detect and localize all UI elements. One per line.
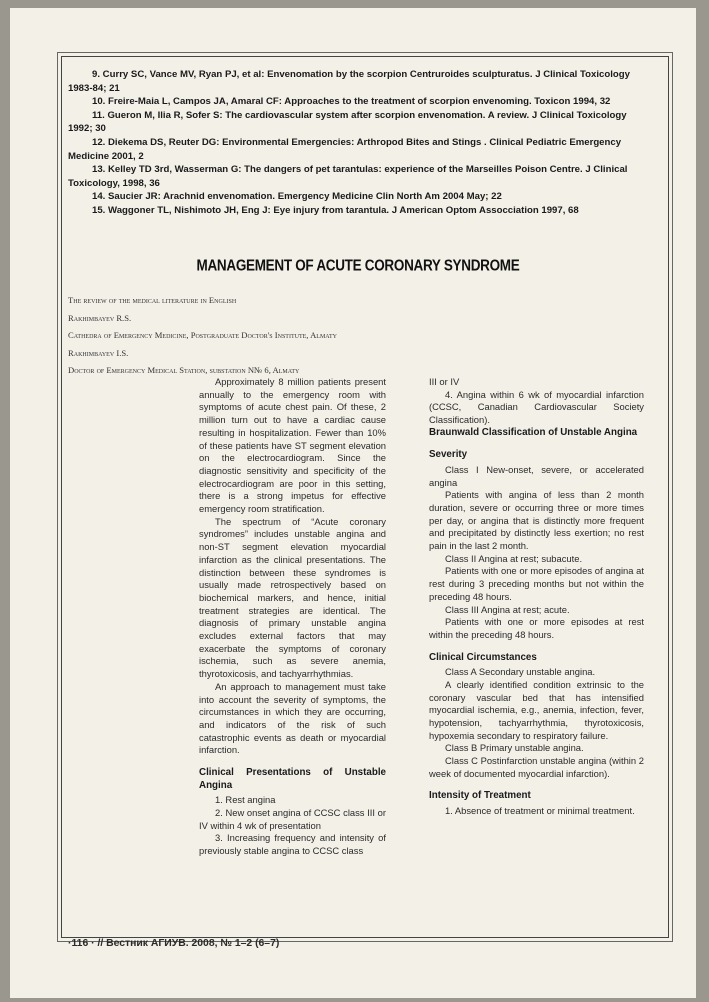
list-item: 1. Rest angina [215, 794, 276, 806]
author-affiliation: Doctor of Emergency Medical Station, substation N№ 6, Almaty [68, 365, 300, 375]
reference-item: 13. Kelley TD 3rd, Wasserman G: The dangers of pet tarantulas: experience of the Marseilles Poison Centre. J Clinical Toxicology, 1998, 36 [68, 164, 628, 189]
body-paragraph: The spectrum of “Acute coronary syndromes” includes unstable angina and non-ST segment elevation myocardial infarction as the clinical presentations. The distinction between these syndromes is usually made retrospectively based on biochemical markers, and hence, initial treatment strategies are identical. The diagnosis of primary unstable angina excludes external factors that may exacerbate the symptoms of coronary ischemia, such as severe anemia, thyrotoxicosis, and tachyarrhythmias. [199, 515, 386, 680]
article-title: MANAGEMENT OF ACUTE CORONARY SYNDROME [196, 256, 520, 275]
section-heading: Clinical Circumstances [429, 651, 537, 663]
reference-item: 15. Waggoner TL, Nishimoto JH, Eng J: Eye injury from tarantula. J American Optom Assocciation 1997, 68 [92, 204, 579, 216]
class-label: Class B Primary unstable angina. [445, 742, 584, 754]
page-footer: ·116 · // Вестник АГИУВ. 2008, № 1–2 (6–7) [68, 938, 280, 949]
body-paragraph: Approximately 8 million patients present annually to the emergency room with symptoms of acute chest pain. Of these, 2 million turn out to have a cardiac cause resulting in hospitalization. Fewer than 10% of these patients have ST segment elevation on the electrocardiogram. Since the diagnostic sensitivity and specificity of the electrocardiogram are poor in this setting, there is a strong impetus for effective emergency room stratification. [199, 376, 386, 515]
class-label: Class C Postinfarction unstable angina (within 2 week of documented myocardial infarction). [429, 755, 644, 779]
class-label: Class I New-onset, severe, or accelerated angina [429, 463, 644, 488]
body-paragraph: An approach to management must take into account the severity of symptoms, the circumstances in which they are occurring, and indicators of the risk of such catastrophic events as death or myocardial infarction. [199, 680, 386, 756]
right-column [429, 376, 644, 818]
left-column [199, 376, 386, 858]
section-heading: Braunwald Classification of Unstable Angina [429, 426, 638, 438]
class-label: Class III Angina at rest; acute. [445, 603, 570, 615]
author-affiliation: Cathedra of Emergency Medicine, Postgraduate Doctor's Institute, Almaty [68, 330, 337, 340]
class-label: Class A Secondary unstable angina. [445, 666, 596, 678]
author-name: Rakhimbayev R.S. [68, 312, 132, 323]
reference-item: 14. Saucier JR: Arachnid envenomation. Emergency Medicine Clin North Am 2004 May; 22 [92, 191, 502, 203]
reference-item: 12. Diekema DS, Reuter DG: Environmental Emergencies: Arthropod Bites and Stings . Clinical Pediatric Emergency Medicine 2001, 2 [68, 136, 622, 162]
class-description: Patients with one or more episodes of angina at rest during 3 preceding months but not within the preceding 48 hours. [429, 565, 644, 602]
class-label: Class II Angina at rest; subacute. [445, 552, 583, 564]
list-item: 4. Angina within 6 wk of myocardial infarction (CCSC, Canadian Cardiovascular Society Classification). [429, 388, 644, 426]
class-description: Patients with angina of less than 2 month duration, severe or occurring three or more times per day, or angina that is distinctly more frequent and precipitated by distinctly less exertion; no rest pain in the last 2 month. [429, 489, 644, 552]
class-description: A clearly identified condition extrinsic to the coronary vascular bed that has intensified myocardial ischemia, e.g., anemia, infection, fever, hypotension, tachyarrhythmia, thyrotoxicosis, hypoxemia secondary to respiratory failure. [429, 678, 644, 741]
section-heading: Severity [429, 449, 468, 461]
reference-item: 10. Freire-Maia L, Campos JA, Amaral CF: Approaches to the treatment of scorpion envenoming. Toxicon 1994, 32 [92, 96, 611, 108]
section-heading: Clinical Presentations of Unstable Angina [199, 767, 386, 791]
author-block [68, 292, 648, 380]
author-name: Rakhimbayev I.S. [68, 347, 129, 358]
list-item: 3. Increasing frequency and intensity of previously stable angina to CCSC class [199, 832, 386, 856]
reference-list [68, 68, 648, 218]
list-item: 1. Absence of treatment or minimal treatment. [445, 804, 635, 816]
reference-item: 11. Gueron M, Ilia R, Sofer S: The cardiovascular system after scorpion envenomation. A review. J Clinical Toxicology 1992; 30 [68, 109, 627, 135]
article-subtitle: The review of the medical literature in English [68, 295, 237, 305]
body-paragraph: III or IV [429, 376, 460, 387]
reference-item: 9. Curry SC, Vance MV, Ryan PJ, et al: Envenomation by the scorpion Centruroides sculpturatus. J Clinical Toxicology 1983-84; 21 [68, 69, 630, 94]
class-description: Patients with one or more episodes at rest within the preceding 48 hours. [429, 616, 644, 640]
list-item: 2. New onset angina of CCSC class III or IV within 4 wk of presentation [199, 806, 386, 831]
section-heading: Intensity of Treatment [429, 790, 531, 802]
